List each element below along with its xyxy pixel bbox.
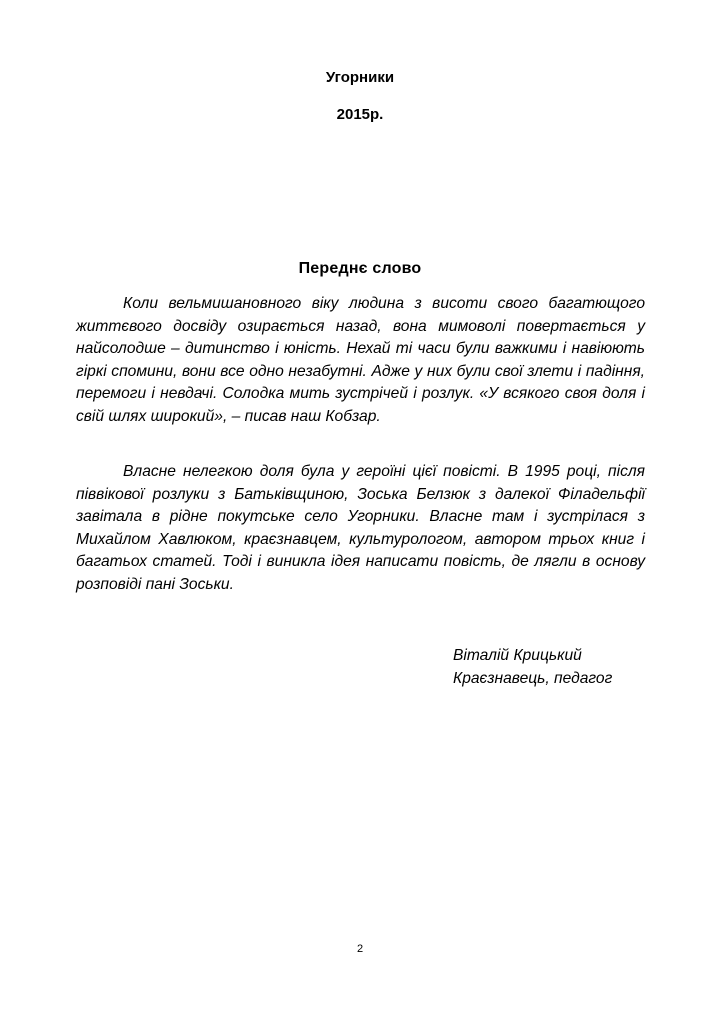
paragraph-2 — [76, 461, 645, 597]
year-label: 2015р. — [336, 106, 384, 123]
page-number: 2 — [356, 943, 364, 955]
section-title: Переднє слово — [298, 260, 422, 277]
paragraph-1 — [76, 293, 645, 429]
paragraph-2-text: Власне нелегкою доля була у героїні цієї повісті. В 1995 році, після піввікової розлуки з Батьківщиною, Зоська Белзюк з далекої Філадельфії завітала в рідне покутське село Угорники. Власне там і зустрілася з Михайлом Хавлюком, краєзнавцем, культурологом, автором трьох книг і багатьох статей. Тоді і виникла ідея написати повість, де лягли в основу розповіді пані Зоськи. — [76, 463, 645, 593]
paragraph-1-text: Коли вельмишановного віку людина з висоти свого багатющого життєвого досвіду озирається назад, вона мимоволі повертається у найсолодше – дитинство і юність. Нехай ті часи були важкими і навіюють гіркі спомини, вони все одно незабутні. Адже у них були свої злети і падіння, перемоги і невдачі. Солодка мить зустрічей і розлук. «У всякого своя доля і свій шлях широкий», – писав наш Кобзар. — [76, 295, 645, 425]
place-name: Угорники — [325, 69, 395, 86]
author-role: Краєзнавець, педагог — [453, 669, 613, 687]
signature-block — [453, 645, 612, 690]
author-name: Віталій Крицький — [453, 647, 582, 664]
